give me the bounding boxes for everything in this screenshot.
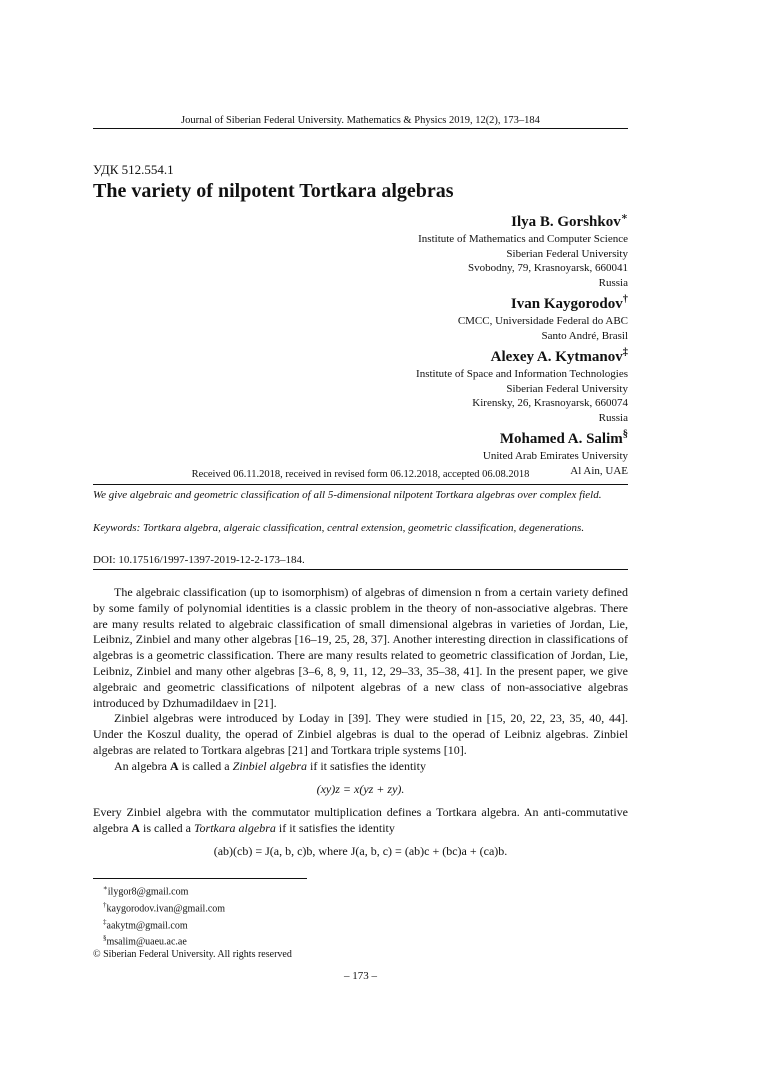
author-block — [93, 208, 628, 478]
email-link[interactable]: msalim@uaeu.ac.ae — [106, 936, 187, 948]
author-2 — [93, 290, 628, 343]
footnotes — [93, 882, 292, 962]
received-dates: Received 06.11.2018, received in revised form 06.12.2018, accepted 06.08.2018 — [191, 469, 530, 480]
author-name: Ivan Kaygorodov — [510, 296, 623, 312]
keywords: Keywords: Tortkara algebra, algeraic classification, central extension, geometric classification, degenerations. — [93, 522, 585, 534]
abstract-rule-bottom — [93, 569, 628, 570]
paper-title: The variety of nilpotent Tortkara algebras — [93, 180, 454, 202]
affiliation-line: Kirensky, 26, Krasnoyarsk, 660074 — [472, 397, 628, 409]
abstract: We give algebraic and geometric classification of all 5-dimensional nilpotent Tortkara algebras over complex field. — [93, 489, 602, 501]
algebra-symbol: A — [169, 758, 179, 773]
email-link[interactable]: kaygorodov.ivan@gmail.com — [106, 903, 226, 915]
author-mark: † — [622, 294, 628, 305]
term-tortkara-algebra: Tortkara algebra — [193, 821, 276, 836]
email-link[interactable]: aakytm@gmail.com — [106, 919, 188, 931]
affiliation-line: Institute of Mathematics and Computer Science — [418, 233, 628, 245]
doi: DOI: 10.17516/1997-1397-2019-12-2-173–184. — [93, 554, 305, 566]
affiliation-line: CMCC, Universidade Federal do ABC — [457, 315, 628, 327]
author-name: Mohamed A. Salim — [499, 431, 623, 447]
algebra-symbol: A — [131, 821, 140, 836]
paragraph-intro: The algebraic classification (up to isomorphism) of algebras of dimension n from a certain variety defined by some family of polynomial identities is a classic problem in the theory of non-associative algebras. There are many results related to algebraic classification of small dimensional algebras in varieties of Jordan, Lie, Leibniz, Zinbiel and many other algebras [16–19, 25, 28, 37]. Another interesting direction in classifications of algebras is a geometric classification. There are many results related to geometric classification of Jordan, Lie, Leibniz, Zinbiel and many other algebras [3–6, 8, 9, 11, 12, 29–33, 35–38, 41]. In the present paper, we give algebraic and geometric classifications of nilpotent algebras of a new class of non-associative algebras introduced by Dzhumadildaev in [21]. — [93, 585, 628, 710]
author-name: Alexey A. Kytmanov — [490, 349, 623, 365]
footnote: †kaygorodov.ivan@gmail.com — [103, 900, 226, 915]
email-link[interactable]: ilygor8@gmail.com — [107, 886, 189, 898]
footnote: ‡aakytm@gmail.com — [103, 917, 188, 931]
term-zinbiel-algebra: Zinbiel algebra — [232, 758, 307, 773]
abstract-rule-top — [93, 484, 628, 485]
author-mark: ∗ — [620, 212, 628, 223]
formula-zinbiel-identity: (xy)z = x(yz + zy). — [316, 781, 405, 796]
author-3 — [93, 343, 628, 425]
page-number: – 173 – — [344, 970, 377, 982]
affiliation-line: Al Ain, UAE — [570, 464, 628, 477]
author-name: Ilya B. Gorshkov — [511, 214, 621, 230]
affiliation-line: United Arab Emirates University — [482, 450, 628, 462]
footnote: ∗ilygor8@gmail.com — [103, 884, 189, 898]
affiliation-line: Siberian Federal University — [506, 247, 628, 260]
paragraph-zinbiel-definition: An algebra A is called a Zinbiel algebra if it satisfies the identity — [114, 758, 426, 773]
author-1 — [93, 208, 628, 290]
affiliation-line: Santo André, Brasil — [541, 329, 628, 342]
affiliation-line: Institute of Space and Information Technologies — [416, 368, 628, 380]
formula-tortkara-identity: (ab)(cb) = J(a, b, c)b, where J(a, b, c) = (ab)c + (bc)a + (ca)b. — [213, 843, 508, 858]
affiliation-line: Russia — [598, 276, 628, 289]
udk-code: УДК 512.554.1 — [93, 162, 174, 177]
paragraph-zinbiel: Zinbiel algebras were introduced by Loday in [39]. They were studied in [15, 20, 22, 23, 35, 40, 44]. Under the Koszul duality, the operad of Zinbiel algebras is dual to the operad of Leibniz algebras. Zinbiel algebras are related to Tortkara algebras [21] and Tortkara triple systems [10]. — [93, 711, 628, 757]
author-mark: § — [622, 429, 628, 440]
footnote-rule — [93, 878, 307, 879]
affiliation-line: Russia — [598, 411, 628, 424]
footnote: §msalim@uaeu.ac.ae — [103, 934, 187, 948]
copyright-notice: © Siberian Federal University. All rights reserved — [93, 949, 292, 961]
header-rule — [93, 128, 628, 129]
author-mark: ‡ — [622, 347, 628, 358]
paragraph-tortkara-definition: Every Zinbiel algebra with the commutator multiplication defines a Tortkara algebra. An anti-commutative algebra A is called a Tortkara algebra if it satisfies the identity — [93, 805, 628, 836]
journal-header: Journal of Siberian Federal University. Mathematics & Physics 2019, 12(2), 173–184 — [181, 115, 540, 126]
affiliation-line: Svobodny, 79, Krasnoyarsk, 660041 — [468, 262, 628, 274]
body-text — [93, 585, 628, 868]
affiliation-line: Siberian Federal University — [506, 382, 628, 395]
